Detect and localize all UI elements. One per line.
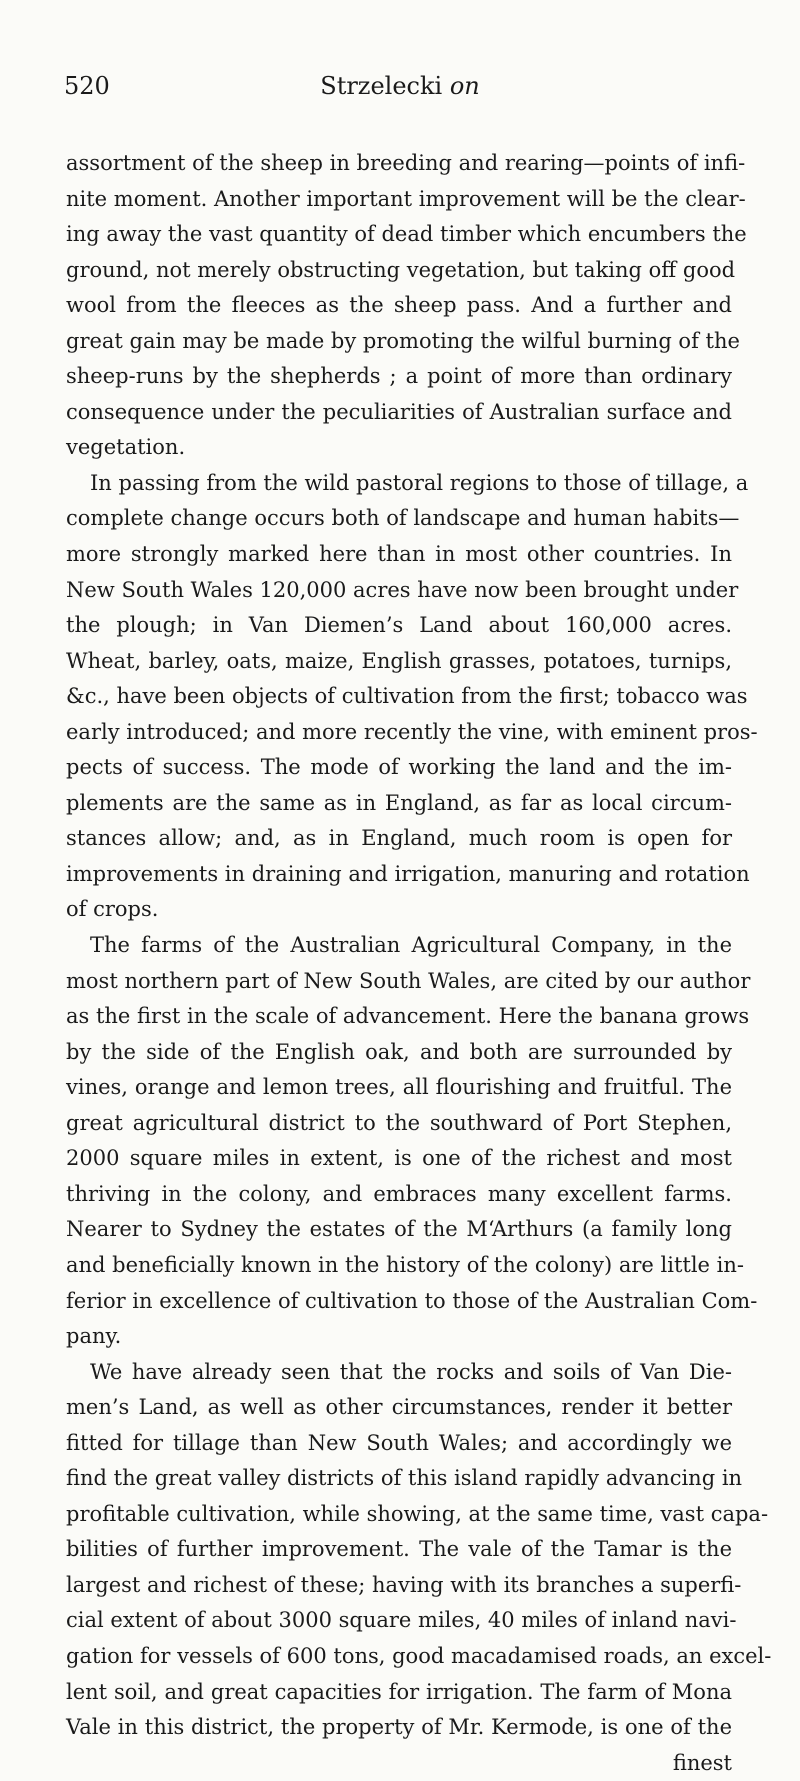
text-line: complete change occurs both of landscape and human habits— [66,506,740,531]
text-line: early introduced; and more recently the vine, with eminent pros- [66,719,758,744]
text-line: assortment of the sheep in breeding and rearing—points of infi- [66,151,746,175]
text-line: of crops. [66,897,159,922]
text-line: find the great valley districts of this island rapidly advancing in [66,1466,743,1491]
text-line: 2000 square miles in extent, is one of the richest and most [66,1146,732,1171]
text-line: Vale in this district, the property of Mr. Kermode, is one of the [66,1715,732,1740]
text-line: The farms of the Australian Agricultural Company, in the [90,933,732,958]
running-head-name: Strzelecki [320,72,443,100]
text-line: vegetation. [66,435,186,460]
page-header [64,72,736,112]
text-line: Nearer to Sydney the estates of the M‘Arthurs (a family long [66,1217,732,1242]
text-line: and beneficially known in the history of the colony) are little in- [66,1252,744,1277]
running-head-word: on [449,72,480,100]
text-line: gation for vessels of 600 tons, good macadamised roads, an excel- [66,1643,772,1668]
text-line: We have already seen that the rocks and soils of Van Die- [90,1359,732,1384]
text-line: most northern part of New South Wales, are cited by our author [66,968,751,993]
text-line: New South Wales 120,000 acres have now been brought under [66,577,739,602]
text-line: lent soil, and great capacities for irrigation. The farm of Mona [66,1679,732,1704]
text-line: the plough; in Van Diemen’s Land about 160,000 acres. [66,613,732,638]
text-line: ground, not merely obstructing vegetation, but taking off good [66,257,736,282]
text-line: pany. [66,1324,122,1349]
text-line: ing away the vast quantity of dead timber which encumbers the [66,222,747,247]
text-line: improvements in draining and irrigation, manuring and rotation [66,861,750,886]
text-line: consequence under the peculiarities of Australian surface and [66,399,732,424]
catchword: finest [672,1750,732,1775]
text-line: great agricultural district to the southward of Port Stephen, [66,1110,732,1135]
text-line: cial extent of about 3000 square miles, 40 miles of inland navi- [66,1608,737,1633]
text-line: great gain may be made by promoting the wilful burning of the [66,328,740,353]
text-line: stances allow; and, as in England, much room is open for [66,826,732,851]
running-head [64,72,736,100]
text-line: as the first in the scale of advancement. Here the banana grows [66,1004,750,1029]
text-line: In passing from the wild pastoral regions to those of tillage, a [90,470,749,495]
text-line: more strongly marked here than in most other countries. In [66,542,732,567]
text-line: by the side of the English oak, and both are surrounded by [66,1039,732,1064]
text-line: nite moment. Another important improvement will be the clear- [66,186,746,211]
text-line: Wheat, barley, oats, maize, English grasses, potatoes, turnips, [66,648,732,673]
text-line: sheep-runs by the shepherds ; a point of more than ordinary [66,364,732,389]
body-text [66,146,772,1781]
text-line: fitted for tillage than New South Wales; and accordingly we [66,1430,732,1455]
text-line: plements are the same as in England, as far as local circum- [66,790,732,815]
text-line: thriving in the colony, and embraces many excellent farms. [66,1181,732,1206]
text-line: pects of success. The mode of working the land and the im- [66,755,732,780]
text-line: bilities of further improvement. The vale of the Tamar is the [66,1537,732,1562]
text-line: vines, orange and lemon trees, all flourishing and fruitful. The [66,1075,732,1100]
text-line: profitable cultivation, while showing, at the same time, vast capa- [66,1501,769,1526]
text-line: largest and richest of these; having with its branches a superfi- [66,1572,742,1597]
page-number: 520 [64,72,110,100]
text-line: wool from the fleeces as the sheep pass. And a further and [66,293,732,318]
text-line: men’s Land, as well as other circumstances, render it better [66,1395,732,1420]
text-line: &c., have been objects of cultivation from the first; tobacco was [66,684,748,709]
text-line: ferior in excellence of cultivation to those of the Australian Com- [66,1288,758,1313]
